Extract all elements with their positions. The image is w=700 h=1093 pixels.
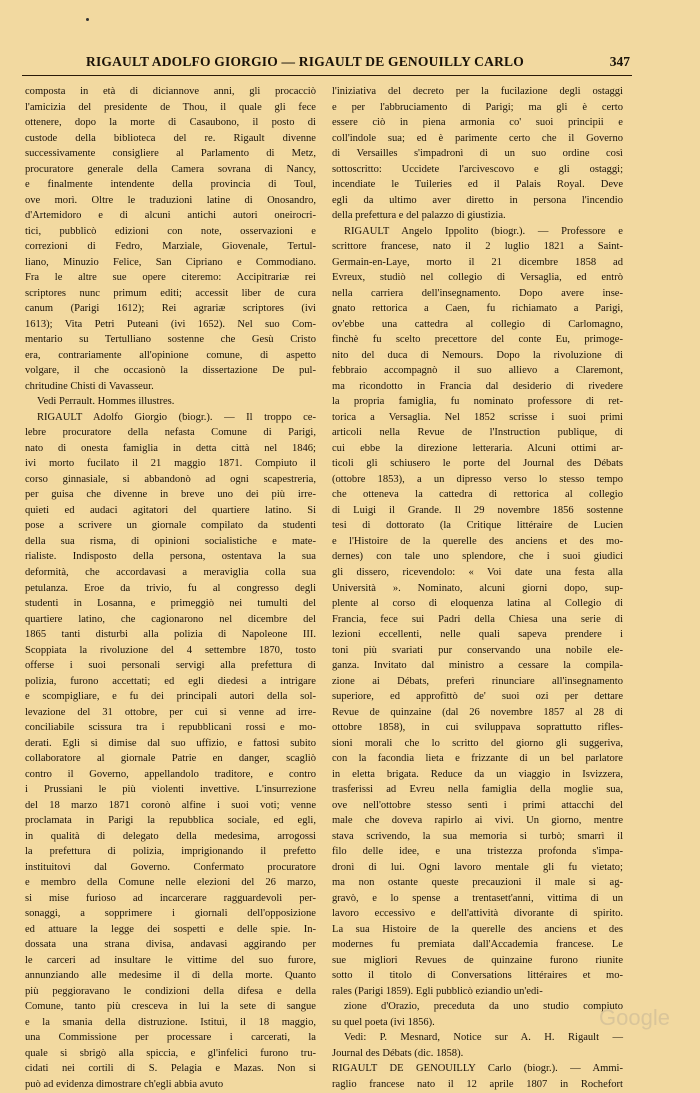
text-line: Germain-en-Laye, morto il 21 dicembre 1858 ad (332, 256, 623, 268)
text-line: annunziando alle medesime il dì della morte. Quanto (25, 970, 316, 982)
text-line: essere ciò in piena armonia co' suoi principii e (332, 117, 623, 129)
text-line: RIGAULT DE GENOUILLY Carlo (biogr.). — Ammi- (332, 1063, 623, 1075)
text-line: modernes fu premiata dall'Accademia francese. Le (332, 939, 623, 951)
text-line: coll'indole sua; ed è parimente certo che il Governo (332, 132, 623, 144)
text-line: Journal des Débats (dic. 1858). (332, 1047, 464, 1059)
text-line: scrittore francese, nato il 2 luglio 1821 a Saint- (332, 241, 623, 253)
text-line: Vedi Perrault. Hommes illustres. (37, 396, 175, 408)
text-line: procuratore generale della Camera sovrana di Nancy, (25, 163, 316, 175)
text-line: con la facondia lieta e frizzante di un bel parlatore (332, 753, 623, 765)
text-line: per guisa che divenne in breve uno dei più irre- (25, 489, 316, 501)
text-line: gli dissero, ricevendolo: « Voi date una festa alla (332, 566, 623, 578)
text-line: ticoli gli schiusero le porte del Journal des Débats (332, 458, 623, 470)
text-line: composta in età di diciannove anni, gli procacciò (25, 86, 316, 97)
text-line: levazione del 31 ottobre, per cui si venne ad irre- (25, 706, 316, 718)
text-line: canum (Parigi 1612); Rei agrariæ scriptores (ivi (25, 303, 316, 315)
text-line: nella carriera dell'insegnamento. Dopo avere inse- (332, 287, 623, 299)
text-line: i Prussiani le più violenti invettive. L'insurrezione (25, 784, 316, 796)
text-line: pose a scrivere un giornale compilato da studenti (25, 520, 316, 532)
text-line: e membro della Comune nelle elezioni del 26 marzo, (25, 877, 316, 889)
text-line: cui ebbe la direzione letteraria. Alcuni ottimi ar- (332, 442, 623, 454)
text-line: liano, Minuzio Felice, San Cipriano e Commodiano. (25, 256, 316, 268)
text-line: studenti in Losanna, e primeggiò nei tumulti del (25, 598, 316, 610)
text-line: della sua risma, di opinioni socialistiche e mate- (25, 535, 316, 547)
running-title: RIGAULT ADOLFO GIORGIO — RIGAULT DE GENOUILLY CARLO (86, 54, 524, 69)
text-line: della prefettura e del palazzo di giustizia. (332, 210, 506, 222)
text-line: in qualità di delegato della medesima, arrogossi (25, 830, 316, 842)
text-line: dronì di lui. Ogni lavoro mentale gli fu vietato; (332, 861, 623, 873)
text-line: Comune, tanto più cresceva in lui la sete di sangue (25, 1001, 316, 1013)
text-line: si mise furioso ad incarcerare ragguardevoli per- (25, 892, 316, 904)
text-line: la prefettura di polizia, imprigionando il prefetto (25, 846, 316, 858)
text-line: polizia, furono accettati; ed egli diedesi a intrigare (25, 675, 316, 687)
text-line: ivi morto fucilato il 21 maggio 1871. Compiuto il (25, 458, 316, 470)
text-line: dernes) con tale uno splendore, che i suoi giudici (332, 551, 623, 563)
text-line: di Luigi il Grande. Il 29 novembre 1856 sostenne (332, 504, 623, 516)
text-line: in eletta brigata. Reduce da un viaggio in Isvizzera, (332, 768, 623, 780)
text-line: custode della biblioteca del re. Rigault divenne (25, 132, 316, 144)
text-line: sotto il titolo di Conversations littéraires et mo- (332, 970, 623, 982)
text-line: RIGAULT Adolfo Giorgio (biogr.). — Il troppo ce- (37, 411, 316, 423)
text-line: d'Artemidoro e di alcuni antichi autori oneirocri- (25, 210, 316, 222)
left-column (25, 84, 316, 1090)
ink-speck (86, 18, 89, 21)
text-line: articoli nella Revue de l'Instruction publique, di (332, 427, 623, 439)
text-line: toni più svariati pur conservando una nobile ele- (332, 644, 623, 656)
text-line: l'iniziativa del decreto per la fucilazione degli ostaggi (332, 86, 623, 97)
text-line: ed attuare la legge dei sospetti e delle spie. In- (25, 923, 316, 935)
text-line: l'amicizia del presidente de Thou, il quale gli fece (25, 101, 316, 113)
text-line: derati. Egli si dimise dal suo uffizio, e fattosi subito (25, 737, 316, 749)
text-line: più peggioravano le condizioni della difesa e della (25, 985, 316, 997)
text-line: chritudine Chisti di Vavasseur. (25, 380, 154, 392)
text-line: torica a Versaglia. Nel 1852 scrisse i suoi primi (332, 411, 623, 423)
text-line: plente al corso di eloquenza latina al Collegio di (332, 598, 623, 610)
text-line: 1613); Vita Petri Puteani (ivi 1652). Nel suo Com- (25, 318, 316, 330)
text-line: volgare, il che occasionò la dissertazione De pul- (25, 365, 316, 377)
text-line: trasferissi ad Evreu nella famiglia della moglie sua, (332, 784, 623, 796)
text-line: Fra le altre sue opere citeremo: Accipitrariæ rei (25, 272, 316, 284)
text-line: successivamente consigliere al Parlamento di Metz, (25, 148, 316, 160)
text-line: superiore, ed approfittò de' suoi ozi per dettare (332, 691, 623, 703)
text-line: ma non ostante queste precauzioni il male si ag- (332, 877, 623, 889)
text-line: proclamata in Parigi la repubblica sociale, ed egli, (25, 815, 316, 827)
header-rule (22, 75, 632, 76)
text-line: una Commissione per processare i carcerati, la (25, 1032, 316, 1044)
text-line: lavoro eccessivo e dell'attività divorante di spirito. (332, 908, 623, 920)
text-line: sioni morali che lo scritto del giorno gli suggeriva, (332, 737, 623, 749)
text-line: stava scrivendo, la sua memoria si turbò; smarrì il (332, 830, 623, 842)
text-line: finchè fu scelto precettore del conte Eu, primoge- (332, 334, 623, 346)
text-line: contro il Governo, appellandolo traditore, e contro (25, 768, 316, 780)
text-line: dossata una strana divisa, andavasi aggirando per (25, 939, 316, 951)
text-line: ov'ebbe una cattedra al collegio di Carlomagno, (332, 318, 623, 330)
text-line: zione ai Débats, preferì rinunciare all'insegnamento (332, 675, 623, 687)
right-column (332, 84, 623, 1090)
text-line: correzioni di Fedro, Marziale, Giovenale, Tertul- (25, 241, 316, 253)
text-line: Vedi: P. Mesnard, Notice sur A. H. Rigault — (344, 1032, 623, 1044)
text-line: le carceri ad insultare le vittime del suo furore, (25, 954, 316, 966)
text-line: conciliabile scissura tra i repubblicani rossi e mo- (25, 722, 316, 734)
text-line: ganza. Invitato dal ministro a cessare la compila- (332, 660, 623, 672)
text-line: cidati nei cortili di S. Pelagia e Mazas. Non si (25, 1063, 316, 1075)
text-line: di Versailles s'impadronì di un suo ordine così (332, 148, 623, 160)
text-line: nato di onesta famiglia in detta città nel 1846; (25, 442, 316, 454)
text-line: corso ginnasiale, si abbandonò ad ogni scapestreria, (25, 473, 316, 485)
text-line: era, contrariamente all'opinione comune, di aspetto (25, 349, 316, 361)
text-line: e scompigliare, e fu dei principali autori della sol- (25, 691, 316, 703)
text-line: su quel poeta (ivi 1856). (332, 1016, 435, 1028)
text-line: ottobre 1858), in cui sviluppava soprattutto rifles- (332, 722, 623, 734)
text-line: offerse i suoi personali servigi alla prefettura di (25, 660, 316, 672)
text-line: RIGAULT Angelo Ippolito (biogr.). — Professore e (344, 225, 623, 237)
text-line: Revue de quinzaine (dal 26 novembre 1857 al 28 di (332, 706, 623, 718)
text-line: quale si sbrigò alla spiccia, e gl'infelici furono tru- (25, 1047, 316, 1059)
text-line: scriptores nunc primum editi; accessit liber de cura (25, 287, 316, 299)
text-line: che otteneva la cattedra di rettorica al collegio (332, 489, 623, 501)
text-line: quieti ed audaci agitatori del quartiere latino. Si (25, 504, 316, 516)
text-line: La sua Histoire de la querelle des anciens et des (332, 923, 623, 935)
text-line: e la smania della distruzione. Istituì, il 18 maggio, (25, 1016, 316, 1028)
text-line: lebre procuratore della nefasta Comune di Parigi, (25, 427, 316, 439)
text-line: deformità, che accordavasi a meraviglia colla sua (25, 566, 316, 578)
text-line: tici, pubblicò edizioni con note, osservazioni e (25, 225, 316, 237)
text-line: Evreux, studiò nel collegio di Versaglia, ed entrò (332, 272, 623, 284)
text-line: Francia, fece sui Padri della Chiesa una serie di (332, 613, 623, 625)
text-line: raglio francese nato il 12 aprile 1807 in Rochefort (332, 1079, 623, 1090)
text-line: nito del duca di Nemours. Dopo la rivoluzione di (332, 349, 623, 361)
text-line: sue migliori Revues de quinzaine furono riunite (332, 954, 623, 966)
text-line: ottenere, dopo la morte di Casaubono, il posto di (25, 117, 316, 129)
text-line: la propria famiglia, fu nominato professore di ret- (332, 396, 623, 408)
text-line: incendiate le Tuileries ed il Palais Royal. Deve (332, 179, 623, 191)
text-line: Università ». Nominato, alcuni giorni dopo, sup- (332, 582, 623, 594)
text-line: può ad evidenza dimostrare ch'egli abbia avuto (25, 1079, 224, 1090)
text-line: egli da ultimo aver diretto in persona l'incendio (332, 194, 623, 206)
text-line: male che doveva rapirlo ai vivi. Un giorno, mentre (332, 815, 623, 827)
text-line: tesi di dottorato (la Critique littéraire de Lucien (332, 520, 623, 532)
watermark: Google (599, 1005, 670, 1030)
text-line: petulanza. Eroe da trivio, fu al congresso degli (25, 582, 316, 594)
text-line: collaboratore al giornale Patrie en danger, scagliò (25, 753, 316, 765)
text-line: mentario su Tertulliano sostenne che Gesù Cristo (25, 334, 316, 346)
text-line: instituitovi dal Governo. Confermato procuratore (25, 861, 316, 873)
text-line: 1865 tanti disturbi alla polizia di Napoleone III. (25, 629, 316, 641)
text-line: gravò, e lo spense a trentasett'anni, vittima di un (332, 892, 623, 904)
text-line: del 18 marzo 1871 coronò alfine i suoi voti; venne (25, 799, 316, 811)
text-line: rales (Parigi 1859). Egli pubblicò eziandio un'edi- (332, 985, 543, 997)
text-line: sottoscritto: Uccidete l'arcivescovo e gli ostaggi; (332, 163, 623, 175)
text-line: ove nell'ottobre stesso sentì i primi attacchi del (332, 799, 623, 811)
running-header (26, 50, 630, 72)
text-line: lezioni eccellenti, nelle quali sapeva prendere i (332, 629, 623, 641)
text-line: filo delle idee, e una tristezza profonda s'impa- (332, 846, 623, 858)
text-line: e l'Histoire de la querelle des anciens et des mo- (332, 535, 623, 547)
text-line: e finalmente intendente della provincia di Toul, (25, 179, 316, 191)
text-line: ove morì. Oltre le traduzioni latine di Onosandro, (25, 194, 316, 206)
text-line: (ottobre 1853), a un dipresso verso lo stesso tempo (332, 473, 623, 485)
text-line: ma ricondotto in Francia dal desiderio di rivedere (332, 380, 623, 392)
text-line: Scoppiata la rivoluzione del 4 settembre 1870, tosto (25, 644, 316, 656)
text-line: zione d'Orazio, preceduta da uno studio compiuto (344, 1001, 623, 1013)
text-line: e per l'abbruciamento di Parigi; ma gli è certo (332, 101, 623, 113)
text-line: rialiste. Indisposto della persona, ostentava la sua (25, 551, 316, 563)
text-line: febbraio accompagnò il suo allievo a Claremont, (332, 365, 623, 377)
text-line: gnato rettorica a Caen, fu richiamato a Parigi, (332, 303, 623, 315)
page-number: 347 (609, 54, 630, 69)
text-line: quartiere latino, che cagionarono nel dicembre del (25, 613, 316, 625)
text-line: sonaggi, a sopprimere i giornali dell'opposizione (25, 908, 316, 920)
